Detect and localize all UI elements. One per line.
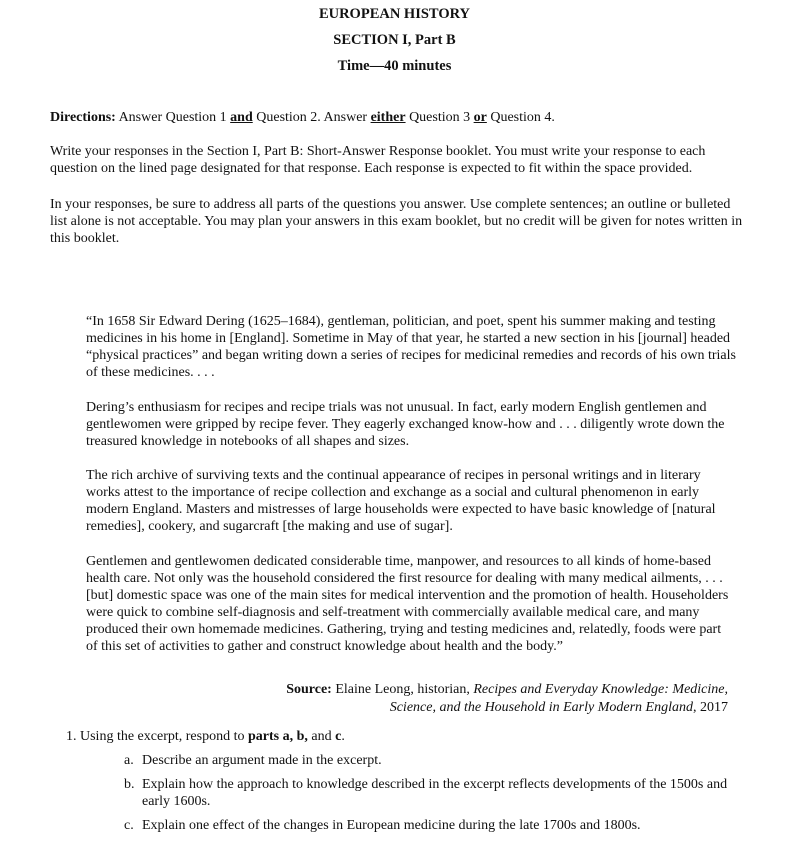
subquestion-label: c. [124, 818, 134, 833]
source-author: Elaine Leong, historian, [331, 682, 474, 697]
excerpt-paragraph: “In 1658 Sir Edward Dering (1625–1684), gentleman, politician, and poet, spent his summer making and testing medicines in his home in [England]. Sometime in May of that year, he started a new section in his [journal] headed “physical practices” and began writing down a series of recipes for medicinal remedies and records of his own trials of these medicines. . . . [86, 314, 736, 380]
time-limit: Time—40 minutes [337, 58, 452, 74]
subquestion-label: b. [124, 777, 135, 792]
question-text: and [307, 729, 336, 744]
subquestion-text: Explain how the approach to knowledge described in the excerpt reflects developments of the 1500s and early 1600s. [142, 777, 728, 809]
question-text: . [341, 729, 345, 744]
instructions-paragraph: In your responses, be sure to address all parts of the questions you answer. Use complete sentences; an outline or bulleted list alone is not acceptable. You may plan your answers in this exam booklet, but no credit will be given for notes written in this booklet. [50, 197, 743, 246]
excerpt-paragraph: Gentlemen and gentlewomen dedicated considerable time, manpower, and resources to all kinds of home-based health care. Not only was the household considered the first resource for dealing with many medical ailments, . . . [but] domestic space was one of the main sites for medical intervention and the promotion of health. Householders were quick to combine self-diagnosis and self-treatment with commercially available medical care, and many produced their own homemade medicines. Gathering, trying and testing medicines and, relatedly, foods were part of this set of activities to gather and construct knowledge about health and the body.” [86, 554, 729, 654]
directions-and: and [230, 110, 253, 125]
section-title: SECTION I, Part B [333, 32, 456, 48]
subquestion-text: Explain one effect of the changes in European medicine during the late 1700s and 1800s. [142, 818, 641, 833]
directions-text: Question 3 [405, 110, 474, 125]
directions-text: Question 4. [486, 110, 555, 125]
excerpt-paragraph: The rich archive of surviving texts and the continual appearance of recipes in personal writings and in literary works attest to the importance of recipe collection and exchange as a social and cultural phenomenon in early modern England. Masters and mistresses of large households were expected to have basic knowledge of [natural remedies], cookery, and sugarcraft [the making and use of sugar]. [86, 468, 716, 534]
question-text: Using the excerpt, respond to [76, 729, 248, 744]
question-parts: parts a, b, [247, 729, 308, 744]
instructions-paragraph: Write your responses in the Section I, Part B: Short-Answer Response booklet. You must write your response to each question on the lined page designated for that response. Each response is expected to fit within the space provided. [50, 144, 706, 176]
directions-either: either [370, 110, 406, 125]
subquestion-b [124, 776, 734, 810]
question-part-c: c [335, 729, 342, 744]
directions [50, 109, 750, 126]
subquestion-a [124, 752, 734, 769]
directions-text: Answer Question 1 [115, 110, 231, 125]
subject-title: EUROPEAN HISTORY [318, 6, 471, 22]
excerpt-paragraph: Dering’s enthusiasm for recipes and recipe trials was not unusual. In fact, early modern English gentlemen and gentlewomen were gripped by recipe fever. They eagerly exchanged know-how and . . . diligently wrote down the treasured knowledge in notebooks of all shapes and sizes. [86, 400, 725, 449]
question-1 [66, 728, 345, 745]
source-citation [250, 681, 728, 717]
question-number: 1. [66, 729, 77, 744]
subquestion-text: Describe an argument made in the excerpt. [142, 753, 382, 768]
source-title: Recipes and Everyday Knowledge: Medicine, Science, and the Household in Early Modern England [389, 682, 728, 715]
directions-or: or [473, 110, 487, 125]
source-label: Source: [286, 682, 332, 697]
source-year: , 2017 [693, 700, 728, 715]
directions-text: Question 2. Answer [252, 110, 371, 125]
directions-label: Directions: [50, 110, 116, 125]
subquestion-label: a. [124, 753, 134, 768]
subquestion-c [124, 817, 734, 834]
